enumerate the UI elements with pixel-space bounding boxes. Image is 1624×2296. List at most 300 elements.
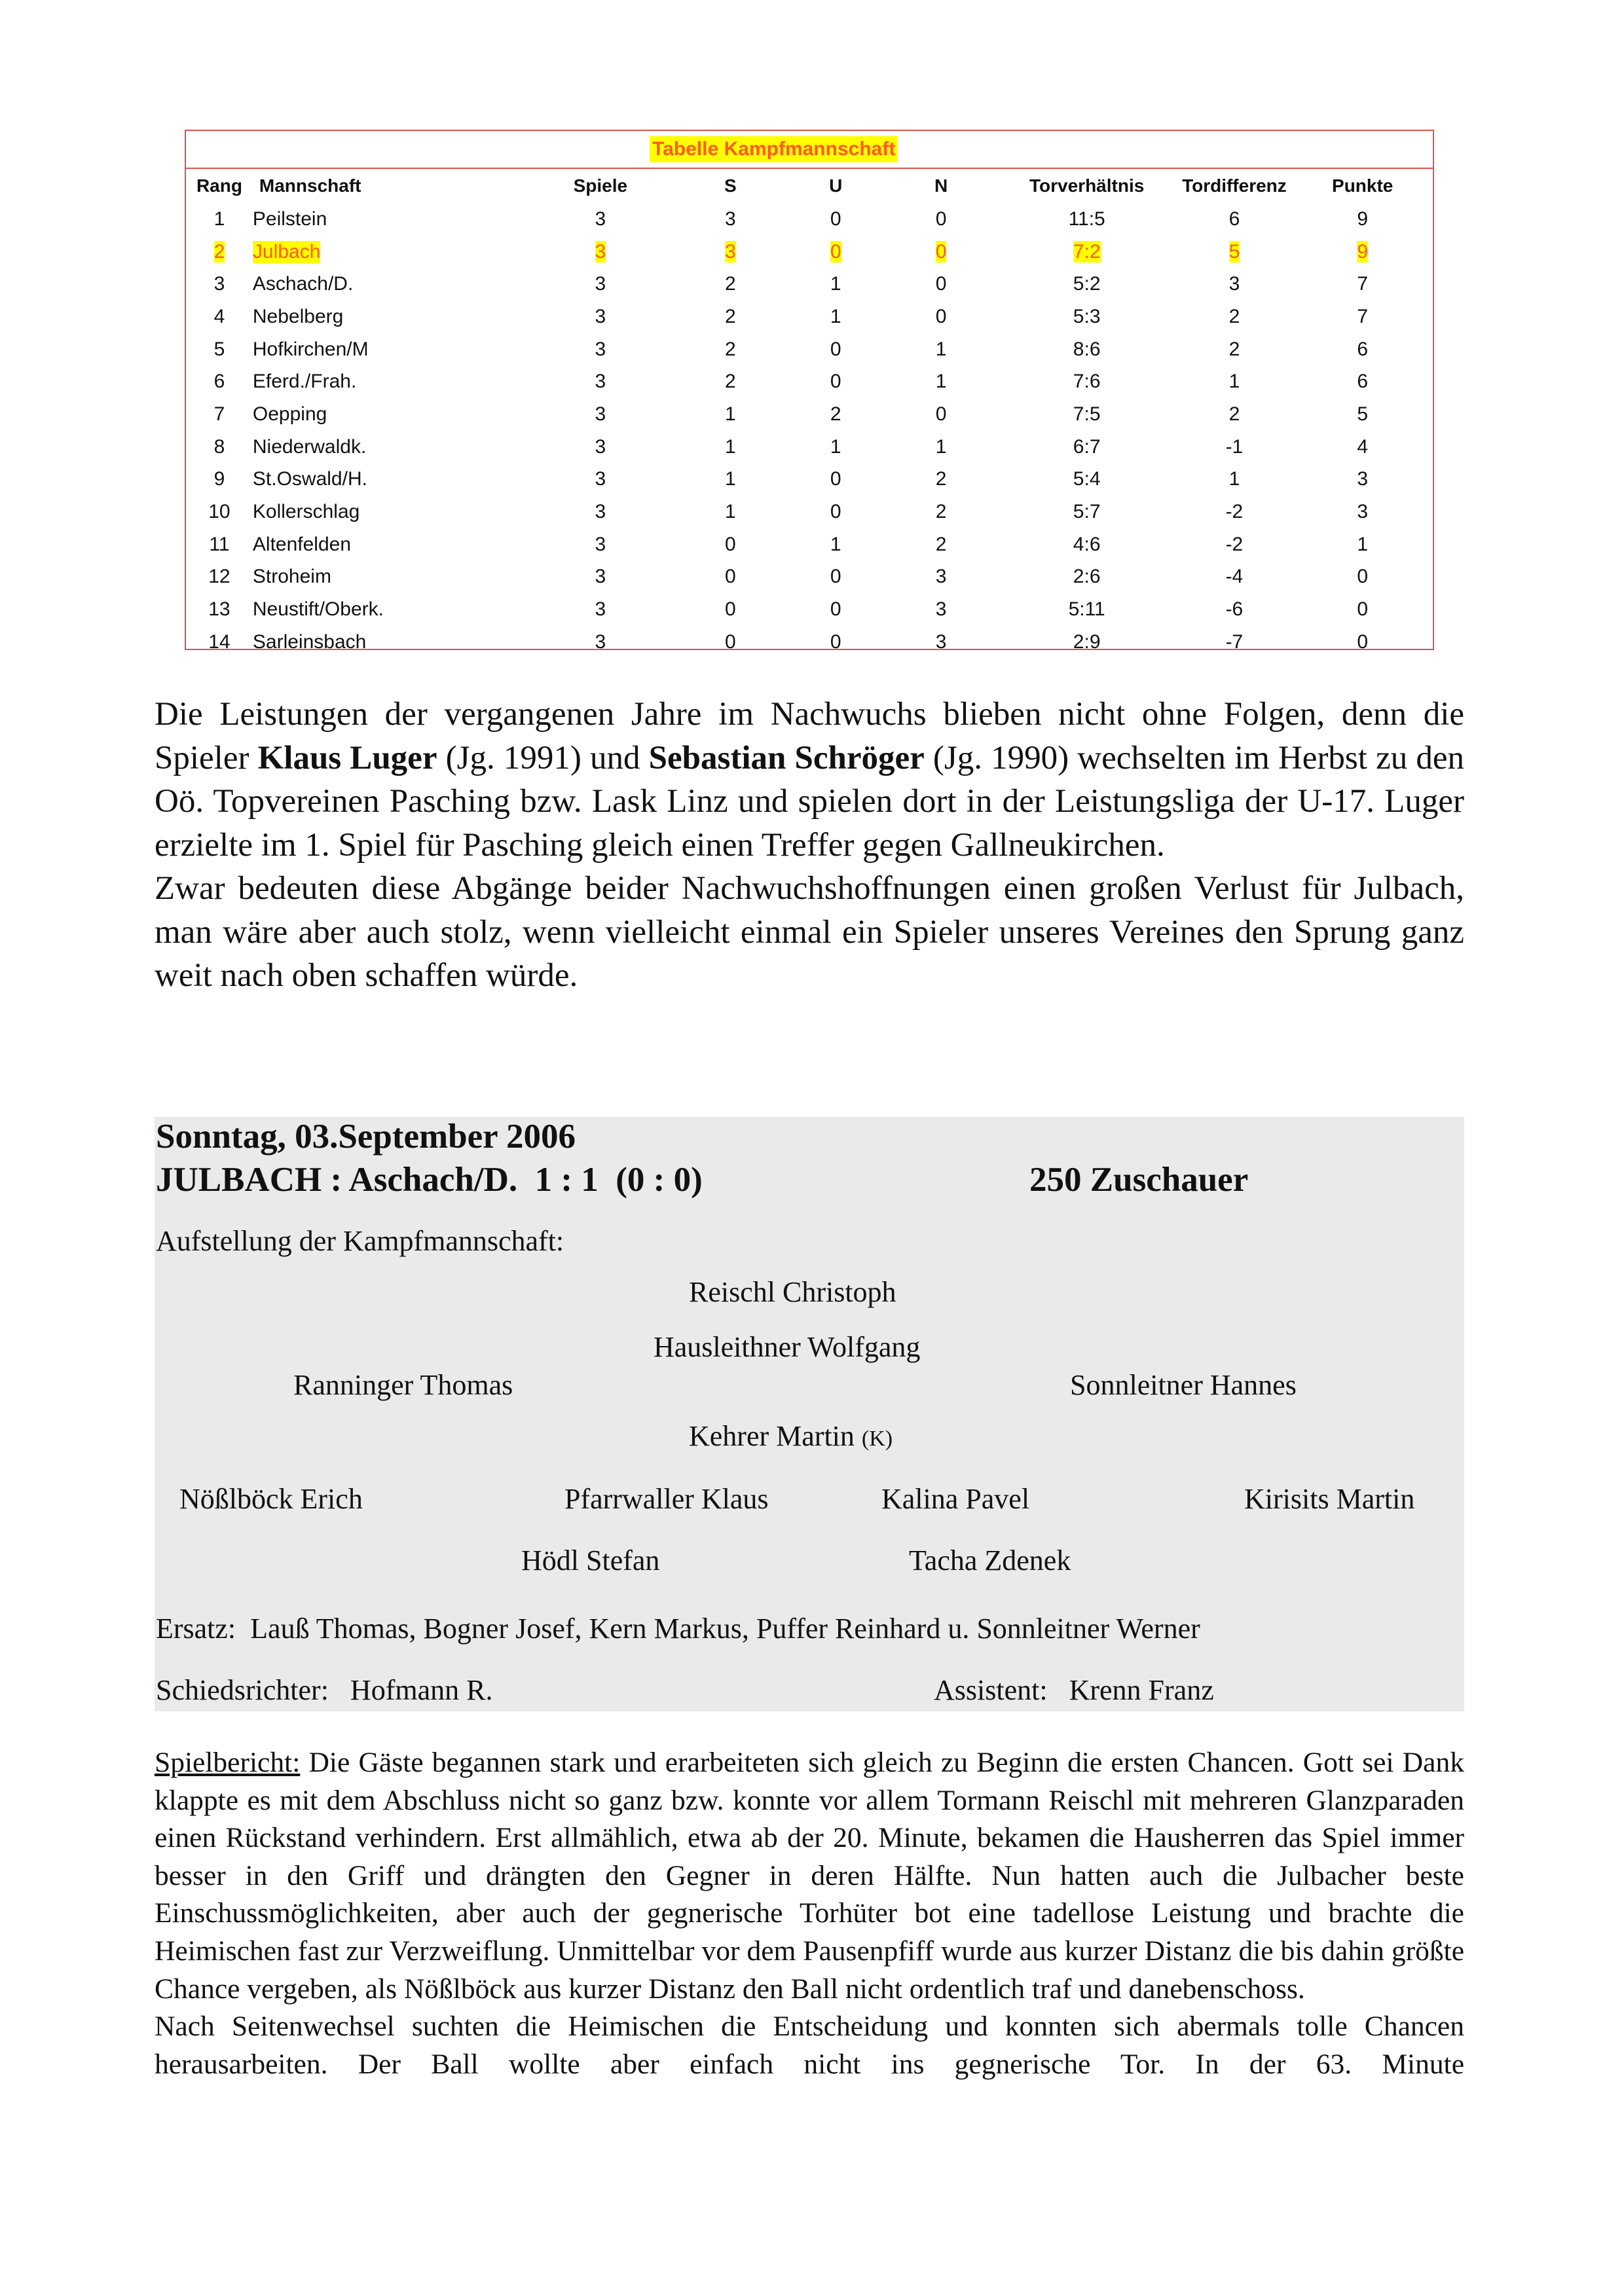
- cell-games: [526, 464, 674, 496]
- cell-draws: [786, 333, 885, 366]
- cell-games: [526, 333, 674, 366]
- cell-goal-diff: [1176, 301, 1292, 333]
- cell-goals-text: 7:2: [1073, 240, 1101, 263]
- cell-losses-text: 0: [935, 273, 947, 295]
- cell-goal-diff: [1176, 593, 1292, 626]
- cell-team: [253, 626, 526, 659]
- cell-points: [1292, 301, 1433, 333]
- cell-wins-text: 2: [724, 371, 736, 393]
- cell-losses-text: 3: [935, 598, 947, 621]
- cell-wins: [674, 561, 786, 594]
- cell-goal-diff-text: 1: [1228, 468, 1240, 490]
- cell-goal-diff-text: 6: [1228, 208, 1240, 230]
- header-wins: S: [724, 175, 737, 196]
- cell-points: [1292, 268, 1433, 301]
- cell-goal-diff-text: -1: [1225, 435, 1244, 458]
- cell-losses: [885, 464, 997, 496]
- cell-goals: [997, 626, 1177, 659]
- cell-goal-diff: [1176, 203, 1292, 236]
- cell-draws-text: 1: [830, 273, 841, 295]
- cell-draws-text: 1: [830, 533, 841, 555]
- cell-games-text: 3: [595, 468, 606, 490]
- cell-wins-text: 0: [724, 533, 736, 555]
- cell-games: [526, 268, 674, 301]
- cell-team: [253, 431, 526, 464]
- cell-points: [1292, 203, 1433, 236]
- cell-games-text: 3: [595, 533, 606, 555]
- cell-losses-text: 0: [935, 305, 947, 327]
- cell-games: [526, 561, 674, 594]
- cell-goal-diff: [1176, 431, 1292, 464]
- cell-goal-diff-text: -6: [1225, 598, 1244, 621]
- cell-team: [253, 236, 526, 268]
- intro-paragraph-2: Zwar bedeuten diese Abgänge beider Nachwuchshoffnungen einen großen Verlust für Julbach, man wäre aber auch stolz, wenn vielleicht einmal ein Spieler unseres Vereines den Sprung ganz weit nach oben schaffen würde.: [155, 870, 1464, 994]
- cell-games-text: 3: [595, 403, 606, 425]
- table-row: [186, 561, 1433, 594]
- cell-losses-text: 1: [935, 338, 947, 360]
- cell-wins-text: 2: [724, 305, 736, 327]
- cell-draws-text: 0: [830, 208, 841, 230]
- table-row: [186, 464, 1433, 496]
- cell-team: [253, 496, 526, 528]
- cell-games: [526, 203, 674, 236]
- cell-games-text: 3: [595, 338, 606, 360]
- cell-games: [526, 431, 674, 464]
- cell-draws-text: 1: [830, 305, 841, 327]
- cell-goals-text: 4:6: [1073, 533, 1101, 555]
- cell-rank: [186, 431, 253, 464]
- cell-goal-diff-text: 5: [1228, 240, 1240, 263]
- cell-rank: [186, 236, 253, 268]
- cell-rank: [186, 268, 253, 301]
- cell-wins: [674, 333, 786, 366]
- player-stopper: [689, 1419, 893, 1453]
- cell-draws: [786, 561, 885, 594]
- cell-team: [253, 333, 526, 366]
- cell-team: [253, 398, 526, 431]
- cell-points-text: 3: [1357, 501, 1369, 523]
- cell-team-text: Aschach/D.: [252, 273, 354, 295]
- cell-draws-text: 0: [830, 566, 841, 588]
- cell-points: [1292, 236, 1433, 268]
- cell-points: [1292, 496, 1433, 528]
- cell-rank-text: 7: [213, 403, 225, 425]
- referee-line: [156, 1673, 492, 1707]
- cell-games-text: 3: [595, 598, 606, 621]
- cell-draws: [786, 236, 885, 268]
- cell-rank-text: 6: [213, 371, 225, 393]
- cell-draws-text: 0: [830, 338, 841, 360]
- cell-points-text: 7: [1357, 305, 1369, 327]
- cell-rank-text: 2: [213, 240, 225, 263]
- cell-team: [253, 561, 526, 594]
- intro-text-part: (Jg. 1991) und: [437, 739, 649, 776]
- cell-losses-text: 3: [935, 566, 947, 588]
- cell-team: [253, 301, 526, 333]
- cell-wins-text: 1: [724, 468, 736, 490]
- cell-games-text: 3: [595, 501, 606, 523]
- cell-rank-text: 9: [213, 468, 225, 490]
- cell-rank: [186, 464, 253, 496]
- cell-draws: [786, 464, 885, 496]
- cell-points: [1292, 593, 1433, 626]
- cell-losses-text: 1: [935, 371, 947, 393]
- table-row: [186, 626, 1433, 659]
- cell-goals: [997, 431, 1177, 464]
- cell-goals: [997, 268, 1177, 301]
- cell-team: [253, 203, 526, 236]
- league-table-body: [186, 203, 1433, 659]
- cell-points: [1292, 464, 1433, 496]
- cell-wins: [674, 365, 786, 398]
- cell-goals-text: 7:5: [1073, 403, 1101, 425]
- cell-draws-text: 0: [830, 468, 841, 490]
- report-paragraph-1: [155, 1744, 1464, 2008]
- cell-games: [526, 593, 674, 626]
- header-games: Spiele: [573, 175, 628, 196]
- assistant-name: Krenn Franz: [1069, 1674, 1214, 1706]
- cell-rank: [186, 496, 253, 528]
- player-sweeper: Hausleithner Wolfgang: [654, 1331, 921, 1363]
- cell-goals: [997, 203, 1177, 236]
- cell-losses-text: 0: [935, 240, 947, 263]
- header-points: Punkte: [1332, 175, 1393, 196]
- cell-points-text: 7: [1357, 273, 1369, 295]
- cell-draws: [786, 301, 885, 333]
- cell-goal-diff: [1176, 365, 1292, 398]
- cell-losses: [885, 496, 997, 528]
- cell-wins: [674, 236, 786, 268]
- cell-draws: [786, 203, 885, 236]
- cell-losses: [885, 268, 997, 301]
- match-info-box: [155, 1117, 1464, 1711]
- cell-wins: [674, 398, 786, 431]
- cell-wins: [674, 593, 786, 626]
- cell-draws: [786, 626, 885, 659]
- player-def-right: Sonnleitner Hannes: [1070, 1369, 1297, 1401]
- table-row: [186, 593, 1433, 626]
- cell-rank-text: 4: [213, 305, 225, 327]
- cell-goals-text: 5:3: [1073, 305, 1101, 327]
- cell-points-text: 3: [1357, 468, 1369, 490]
- cell-losses: [885, 203, 997, 236]
- cell-losses-text: 2: [935, 468, 947, 490]
- cell-wins: [674, 528, 786, 561]
- cell-wins: [674, 301, 786, 333]
- table-row: [186, 203, 1433, 236]
- cell-goals: [997, 496, 1177, 528]
- cell-wins-text: 1: [724, 501, 736, 523]
- cell-rank-text: 14: [208, 630, 231, 653]
- cell-draws-text: 0: [830, 598, 841, 621]
- player-name: Klaus Luger: [257, 739, 437, 776]
- intro-text-part: (Jg. 1990) wechselten im Herbst zu den Oö. Topvereinen Pasching bzw. Lask Linz und spielen dort in der Leistungsliga der U-17. Luger erzielte im 1. Spiel für Pasching gleich einen Treffer gegen Gallneukirchen.: [155, 739, 1465, 864]
- header-losses: N: [934, 175, 948, 196]
- cell-losses-text: 2: [935, 501, 947, 523]
- cell-losses-text: 2: [935, 533, 947, 555]
- cell-wins: [674, 626, 786, 659]
- cell-losses: [885, 398, 997, 431]
- report-text: Die Gäste begannen stark und erarbeiteten sich gleich zu Beginn die ersten Chancen. Gott sei Dank klappte es mit dem Abschluss nicht so ganz bzw. konnte vor allem Tormann Reischl mit mehreren Glanzparaden einen Rückstand verhindern. Erst allmählich, etwa ab der 20. Minute, bekamen die Hausherren das Spiel immer besser in den Griff und drängten den Gegner in deren Hälfte. Nun hatten auch die Julbacher beste Einschussmöglichkeiten, aber auch der gegnerische Torhüter bot eine tadellose Leistung und brachte die Heimischen fast zur Verzweiflung. Unmittelbar vor dem Pausenpfiff wurde aus kurzer Distanz die bis dahin größte Chance vergeben, als Nößlböck aus kurzer Distanz den Ball nicht ordentlich traf und danebenschoss.: [155, 1747, 1464, 2005]
- cell-draws-text: 0: [830, 371, 841, 393]
- cell-goals: [997, 528, 1177, 561]
- cell-wins-text: 2: [724, 273, 736, 295]
- cell-draws-text: 1: [830, 435, 841, 458]
- cell-points-text: 6: [1357, 338, 1369, 360]
- cell-team-text: Peilstein: [252, 208, 327, 230]
- cell-points-text: 5: [1357, 403, 1369, 425]
- cell-rank: [186, 398, 253, 431]
- cell-wins-text: 0: [724, 598, 736, 621]
- cell-rank: [186, 528, 253, 561]
- table-row: [186, 236, 1433, 268]
- header-rank: Rang: [196, 175, 242, 196]
- cell-rank-text: 13: [208, 598, 231, 621]
- cell-team-text: Altenfelden: [252, 533, 352, 555]
- league-table: [186, 169, 1433, 659]
- table-row: [186, 398, 1433, 431]
- cell-draws: [786, 496, 885, 528]
- cell-goals: [997, 365, 1177, 398]
- match-result: JULBACH : Aschach/D. 1 : 1 (0 : 0): [156, 1161, 703, 1199]
- table-row: [186, 333, 1433, 366]
- cell-rank: [186, 365, 253, 398]
- cell-rank-text: 5: [213, 338, 225, 360]
- cell-rank-text: 10: [208, 501, 231, 523]
- cell-points: [1292, 365, 1433, 398]
- subs-label: Ersatz:: [156, 1613, 236, 1645]
- cell-goal-diff: [1176, 333, 1292, 366]
- header-draws: U: [829, 175, 843, 196]
- cell-rank-text: 8: [213, 435, 225, 458]
- cell-games: [526, 365, 674, 398]
- cell-rank: [186, 333, 253, 366]
- cell-losses: [885, 333, 997, 366]
- cell-team-text: Sarleinsbach: [252, 630, 367, 653]
- cell-games-text: 3: [595, 273, 606, 295]
- league-title-row: [186, 131, 1433, 169]
- cell-rank-text: 1: [213, 208, 225, 230]
- cell-wins-text: 3: [724, 240, 736, 263]
- cell-games-text: 3: [595, 435, 606, 458]
- cell-rank-text: 12: [208, 566, 231, 588]
- cell-points: [1292, 528, 1433, 561]
- cell-points-text: 6: [1357, 371, 1369, 393]
- cell-wins: [674, 496, 786, 528]
- cell-goals: [997, 333, 1177, 366]
- cell-games-text: 3: [595, 630, 606, 653]
- cell-losses: [885, 593, 997, 626]
- cell-goal-diff: [1176, 626, 1292, 659]
- cell-games-text: 3: [595, 240, 606, 263]
- cell-team-text: Oepping: [252, 403, 327, 425]
- cell-goal-diff-text: 2: [1228, 305, 1240, 327]
- cell-losses: [885, 528, 997, 561]
- cell-rank: [186, 203, 253, 236]
- cell-rank: [186, 301, 253, 333]
- cell-goals-text: 7:6: [1073, 371, 1101, 393]
- cell-goal-diff-text: -7: [1225, 630, 1244, 653]
- cell-goals-text: 2:6: [1073, 566, 1101, 588]
- intro-text-part: Die Leistungen der vergangenen Jahre im Nachwuchs blieben nicht ohne Folgen, denn die Spieler: [155, 696, 1464, 776]
- cell-wins-text: 2: [724, 338, 736, 360]
- player-def-left: Ranninger Thomas: [293, 1369, 513, 1401]
- intro-paragraph-1: [155, 693, 1464, 867]
- cell-losses: [885, 365, 997, 398]
- cell-team-text: Neustift/Oberk.: [252, 598, 384, 621]
- report-paragraph-2: Nach Seitenwechsel suchten die Heimischen die Entscheidung und konnten sich abermals tolle Chancen herausarbeiten. Der Ball wollte aber einfach nicht ins gegnerische Tor. In der 63. Minute: [155, 2011, 1464, 2080]
- cell-points: [1292, 561, 1433, 594]
- cell-goal-diff: [1176, 268, 1292, 301]
- cell-wins: [674, 431, 786, 464]
- cell-goal-diff-text: -2: [1225, 501, 1244, 523]
- player-mid-3: Kalina Pavel: [881, 1483, 1030, 1515]
- cell-goal-diff: [1176, 528, 1292, 561]
- cell-team-text: Kollerschlag: [252, 501, 360, 523]
- cell-rank-text: 11: [209, 533, 230, 555]
- cell-losses: [885, 561, 997, 594]
- cell-games: [526, 236, 674, 268]
- match-spectators: 250 Zuschauer: [1029, 1161, 1249, 1199]
- cell-wins: [674, 464, 786, 496]
- cell-losses-text: 0: [935, 403, 947, 425]
- table-header-row: [186, 169, 1433, 203]
- cell-goal-diff-text: -4: [1225, 566, 1244, 588]
- cell-rank: [186, 561, 253, 594]
- league-table-box: [185, 130, 1434, 653]
- cell-losses-text: 0: [935, 208, 947, 230]
- cell-points-text: 0: [1357, 566, 1369, 588]
- table-row: [186, 431, 1433, 464]
- cell-wins-text: 3: [724, 208, 736, 230]
- cell-team-text: Julbach: [252, 240, 321, 263]
- cell-games: [526, 496, 674, 528]
- table-row: [186, 268, 1433, 301]
- cell-goals-text: 5:11: [1068, 598, 1105, 621]
- cell-games-text: 3: [595, 371, 606, 393]
- player-mid-4: Kirisits Martin: [1244, 1483, 1415, 1515]
- cell-points-text: 9: [1357, 240, 1369, 263]
- cell-goals: [997, 593, 1177, 626]
- cell-goals: [997, 236, 1177, 268]
- cell-points: [1292, 398, 1433, 431]
- substitutes-line: [156, 1612, 1200, 1645]
- cell-draws: [786, 365, 885, 398]
- cell-goals: [997, 561, 1177, 594]
- cell-wins: [674, 203, 786, 236]
- player-mid-2: Pfarrwaller Klaus: [564, 1483, 769, 1515]
- player-fwd-2: Tacha Zdenek: [909, 1544, 1071, 1576]
- cell-points-text: 0: [1357, 598, 1369, 621]
- cell-goal-diff-text: 1: [1228, 371, 1240, 393]
- cell-goal-diff-text: 3: [1228, 273, 1240, 295]
- cell-draws: [786, 528, 885, 561]
- cell-draws: [786, 431, 885, 464]
- cell-team-text: St.Oswald/H.: [252, 468, 367, 490]
- cell-losses-text: 1: [935, 435, 947, 458]
- cell-team-text: Nebelberg: [252, 305, 344, 327]
- report-label: Spielbericht:: [155, 1747, 301, 1778]
- cell-games: [526, 301, 674, 333]
- cell-games: [526, 528, 674, 561]
- cell-points-text: 4: [1357, 435, 1369, 458]
- cell-goals-text: 5:7: [1073, 501, 1101, 523]
- cell-draws: [786, 593, 885, 626]
- cell-draws-text: 0: [830, 630, 841, 653]
- subs-list: Lauß Thomas, Bogner Josef, Kern Markus, Puffer Reinhard u. Sonnleitner Werner: [250, 1613, 1200, 1645]
- cell-points: [1292, 626, 1433, 659]
- cell-points: [1292, 431, 1433, 464]
- cell-goals: [997, 398, 1177, 431]
- cell-goal-diff: [1176, 496, 1292, 528]
- cell-draws: [786, 268, 885, 301]
- table-row: [186, 528, 1433, 561]
- league-table-title: Tabelle Kampfmannschaft: [650, 136, 898, 162]
- referee-name: Hofmann R.: [350, 1674, 493, 1706]
- cell-goal-diff-text: -2: [1225, 533, 1244, 555]
- cell-points: [1292, 333, 1433, 366]
- cell-games: [526, 626, 674, 659]
- cell-team: [253, 593, 526, 626]
- cell-team-text: Hofkirchen/M: [252, 338, 369, 360]
- cell-goal-diff: [1176, 561, 1292, 594]
- player-goalkeeper: Reischl Christoph: [689, 1276, 896, 1308]
- cell-losses-text: 3: [935, 630, 947, 653]
- assistant-label: Assistent:: [934, 1674, 1048, 1706]
- cell-draws: [786, 398, 885, 431]
- cell-goal-diff-text: 2: [1228, 338, 1240, 360]
- cell-team: [253, 365, 526, 398]
- cell-goals-text: 2:9: [1073, 630, 1101, 653]
- cell-wins-text: 0: [724, 630, 736, 653]
- cell-games-text: 3: [595, 305, 606, 327]
- cell-team-text: Eferd./Frah.: [252, 371, 357, 393]
- assistant-line: [934, 1673, 1214, 1707]
- cell-draws-text: 2: [830, 403, 841, 425]
- cell-goals-text: 11:5: [1068, 208, 1105, 230]
- header-goal-diff: Tordifferenz: [1182, 175, 1287, 196]
- cell-team: [253, 464, 526, 496]
- cell-rank: [186, 593, 253, 626]
- cell-draws-text: 0: [830, 501, 841, 523]
- table-row: [186, 496, 1433, 528]
- table-row: [186, 301, 1433, 333]
- cell-points-text: 9: [1357, 208, 1369, 230]
- player-name: Sebastian Schröger: [648, 739, 925, 776]
- match-date: Sonntag, 03.September 2006: [156, 1118, 576, 1156]
- cell-team-text: Niederwaldk.: [252, 435, 367, 458]
- cell-games-text: 3: [595, 566, 606, 588]
- cell-losses: [885, 301, 997, 333]
- player-fwd-1: Hödl Stefan: [521, 1544, 660, 1576]
- cell-wins: [674, 268, 786, 301]
- cell-team: [253, 268, 526, 301]
- cell-losses: [885, 626, 997, 659]
- cell-wins-text: 1: [724, 403, 736, 425]
- cell-points-text: 1: [1357, 533, 1369, 555]
- cell-goals: [997, 301, 1177, 333]
- player-mid-1: Nößlböck Erich: [179, 1483, 363, 1515]
- header-goals: Torverhältnis: [1029, 175, 1145, 196]
- cell-goal-diff-text: 2: [1228, 403, 1240, 425]
- cell-games: [526, 398, 674, 431]
- cell-rank: [186, 626, 253, 659]
- cell-draws-text: 0: [830, 240, 841, 263]
- cell-goals-text: 5:4: [1073, 468, 1101, 490]
- captain-mark: (K): [861, 1427, 893, 1451]
- intro-text: [155, 693, 1464, 998]
- cell-goals-text: 8:6: [1073, 338, 1101, 360]
